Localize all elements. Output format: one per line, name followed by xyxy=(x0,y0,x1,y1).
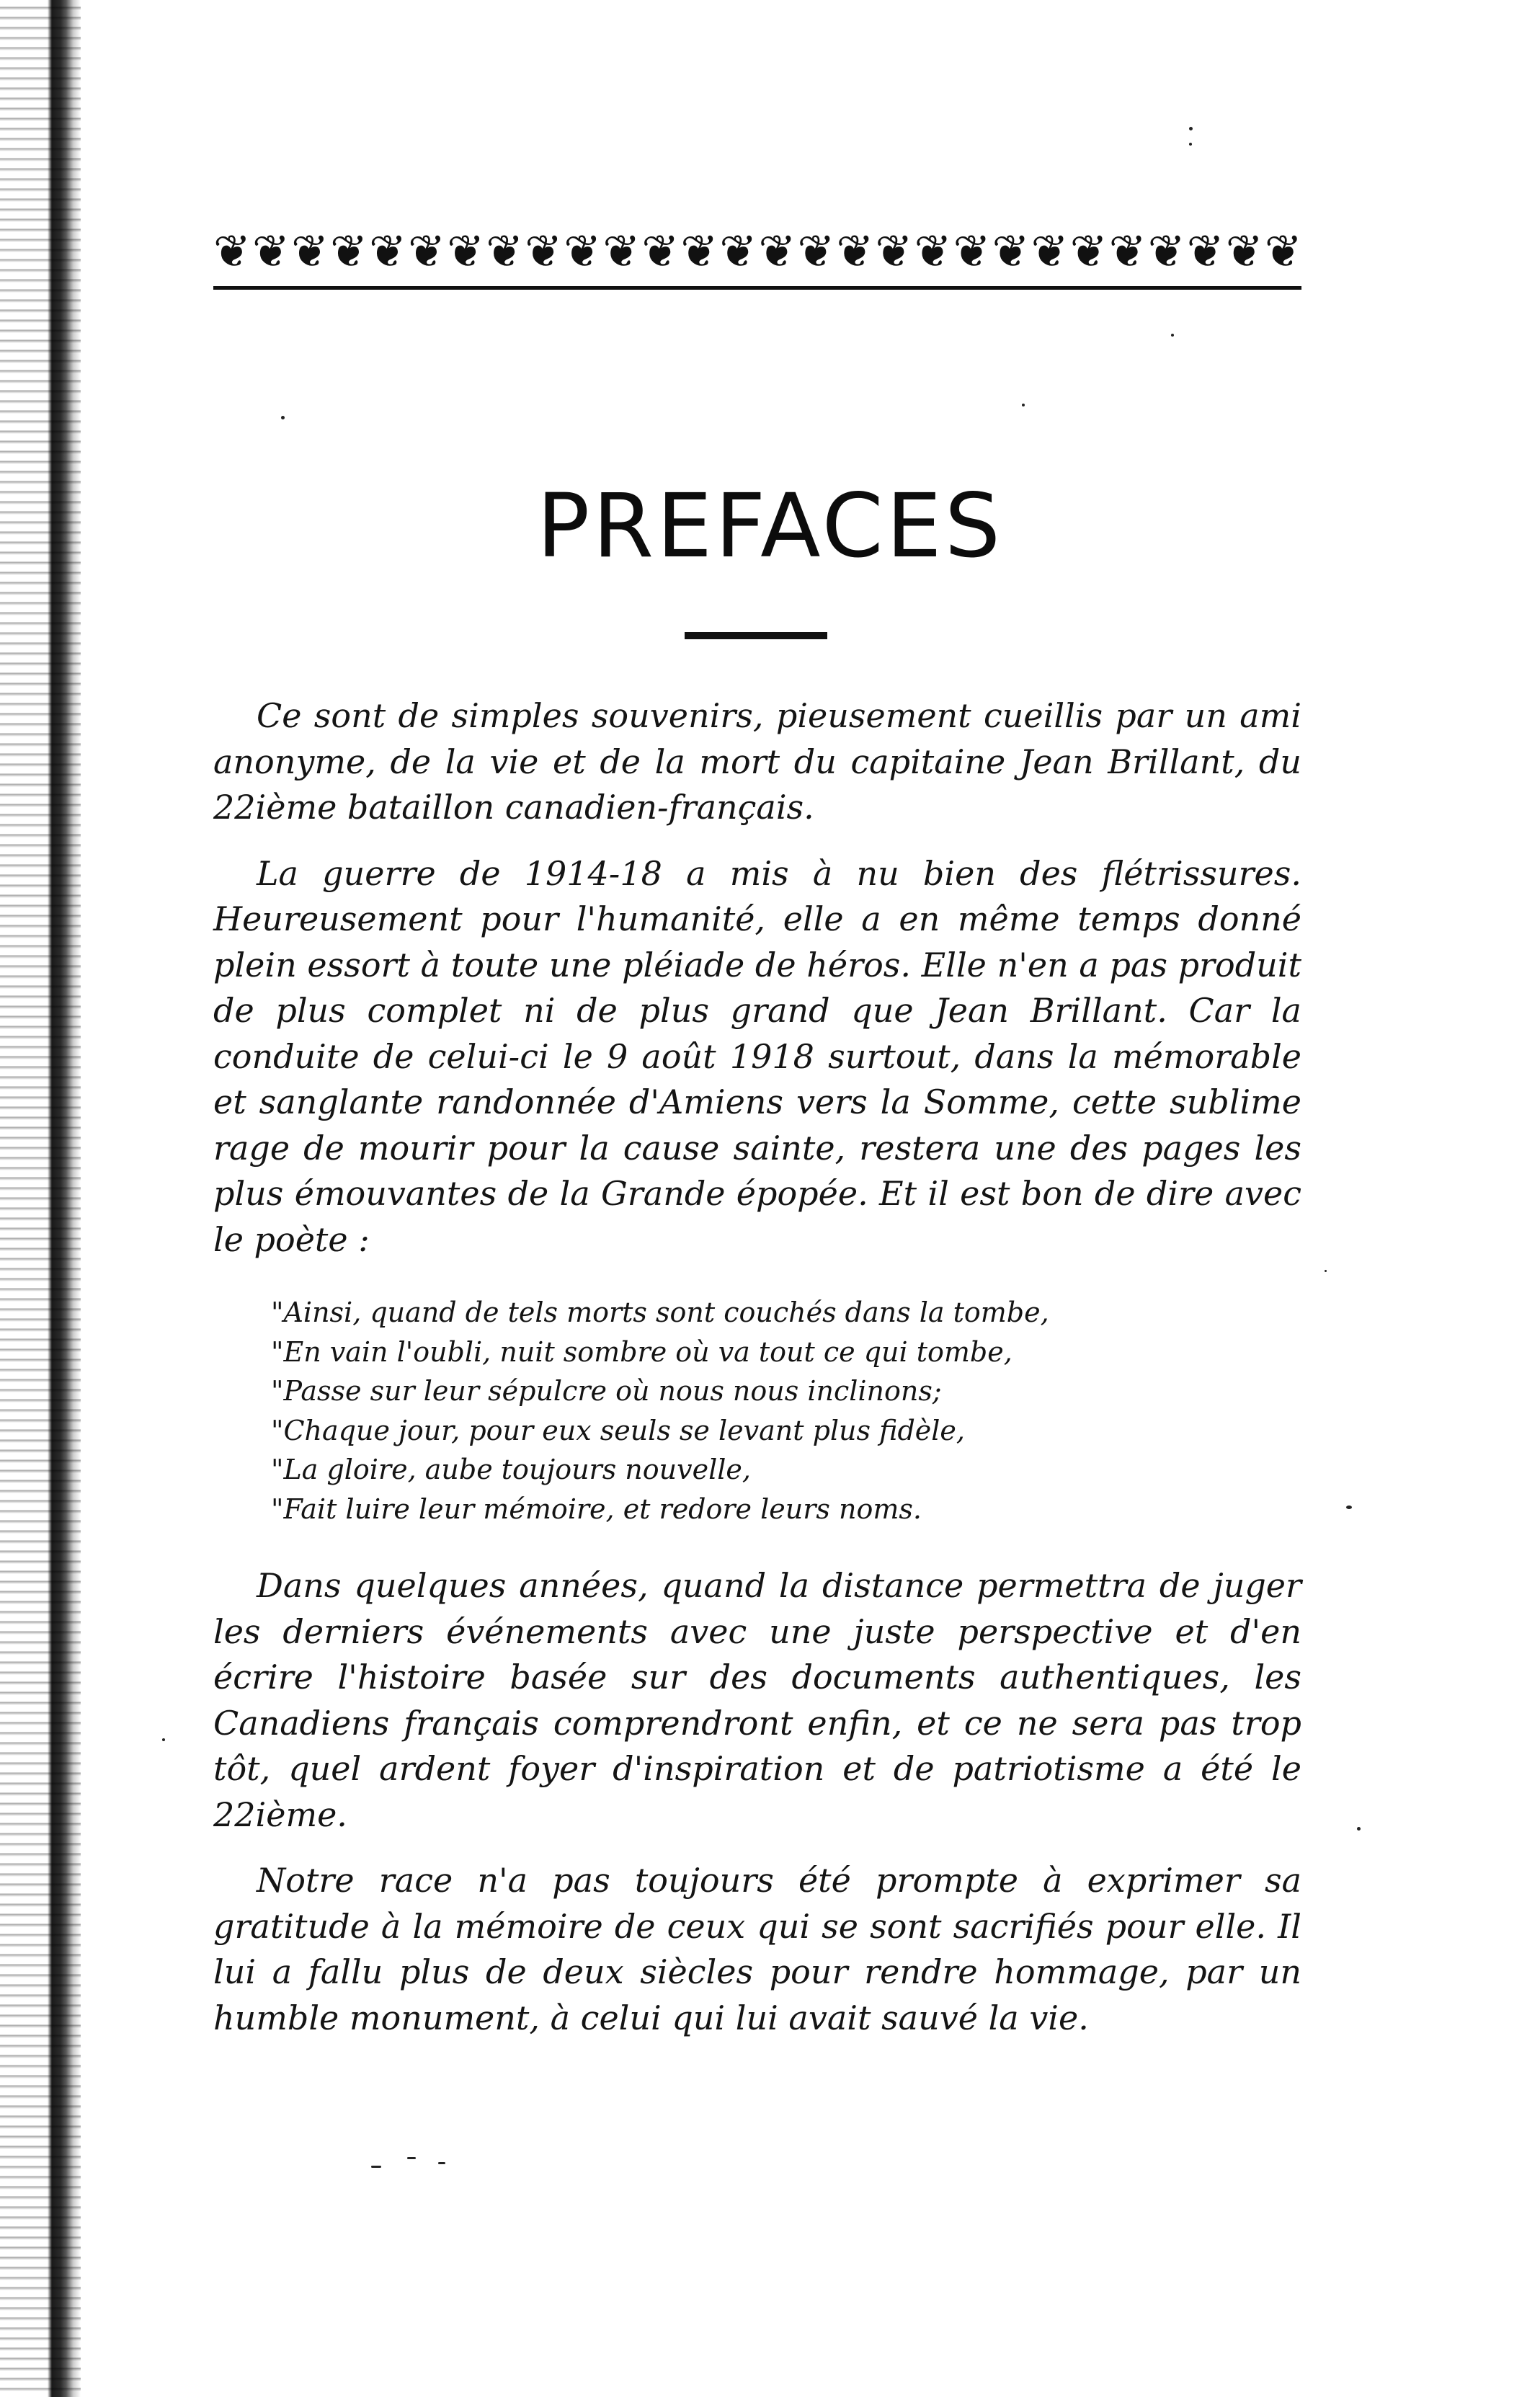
fleuron-icon: ❦ xyxy=(680,225,718,277)
paragraph: Ce sont de simples souvenirs, pieusement cueillis par un ami anonyme, de la vie et de la mort du capitaine Jean Brillant, du 22ième bataillon canadien-français. xyxy=(213,696,1301,827)
print-speck xyxy=(1357,1827,1361,1831)
fleuron-icon: ❦ xyxy=(1147,225,1185,277)
poem-line: "La gloire, aube toujours nouvelle, xyxy=(271,1454,751,1485)
fleuron-icon: ❦ xyxy=(1031,225,1069,277)
print-speck xyxy=(1346,1506,1352,1509)
fleuron-icon: ❦ xyxy=(408,225,446,277)
print-speck xyxy=(438,2162,445,2164)
fleuron-icon: ❦ xyxy=(1108,225,1147,277)
fleuron-icon: ❦ xyxy=(992,225,1030,277)
title-underline xyxy=(685,632,827,639)
fleuron-icon: ❦ xyxy=(525,225,563,277)
poem-line: "En vain l'oubli, nuit sombre où va tout ce qui tombe, xyxy=(271,1335,1012,1368)
poem-line: "Fait luire leur mémoire, et redore leurs noms. xyxy=(271,1493,922,1525)
fleuron-icon: ❦ xyxy=(797,225,835,277)
fleuron-icon: ❦ xyxy=(758,225,796,277)
print-speck xyxy=(407,2157,416,2159)
paragraph: La guerre de 1914-18 a mis à nu bien des flétrissures. Heureusement pour l'humanité, elle a en même temps donné plein essort à toute une pléiade de héros. Elle n'en a pas produit de plus complet ni de plus grand que Jean Brillant. Car la conduite de celui-ci le 9 août 1918 surtout, dans la mémorable et sanglante randonnée d'Amiens vers la Somme, cette sublime rage de mourir pour la cause sainte, restera une des pages les plus émouvantes de la Grande épopée. Et il est bon de dire avec le poète : xyxy=(213,853,1301,1259)
fleuron-icon: ❦ xyxy=(641,225,680,277)
ornament-rule xyxy=(213,286,1301,290)
fleuron-icon: ❦ xyxy=(213,225,251,277)
poem-quote xyxy=(271,1293,1301,1529)
fleuron-icon: ❦ xyxy=(1264,225,1302,277)
fleuron-icon: ❦ xyxy=(602,225,641,277)
fleuron-icon: ❦ xyxy=(1069,225,1108,277)
paragraph: Notre race n'a pas toujours été prompte à exprimer sa gratitude à la mémoire de ceux qui se sont sacrifiés pour elle. Il lui a fallu plus de deux siècles pour rendre hommage, par un humble monument, à celui qui lui avait sauvé la vie. xyxy=(213,1861,1301,2037)
fleuron-icon: ❦ xyxy=(291,225,329,277)
fleuron-icon: ❦ xyxy=(252,225,290,277)
poem-line: "Passe sur leur sépulcre où nous nous inclinons; xyxy=(271,1375,942,1407)
print-speck xyxy=(1189,143,1192,146)
ornamental-border xyxy=(213,221,1301,283)
fleuron-icon: ❦ xyxy=(875,225,913,277)
fleuron-icon: ❦ xyxy=(369,225,407,277)
fleuron-icon: ❦ xyxy=(836,225,874,277)
fleuron-icon: ❦ xyxy=(953,225,991,277)
fleuron-icon: ❦ xyxy=(914,225,952,277)
print-speck xyxy=(1171,334,1174,337)
print-speck xyxy=(371,2166,381,2168)
fleuron-icon: ❦ xyxy=(447,225,485,277)
page-binding-edge xyxy=(0,0,81,2397)
print-speck xyxy=(1189,127,1193,130)
fleuron-icon: ❦ xyxy=(1186,225,1224,277)
fleuron-icon: ❦ xyxy=(719,225,757,277)
fleuron-icon: ❦ xyxy=(564,225,602,277)
fleuron-icon: ❦ xyxy=(486,225,524,277)
page-title: PREFACES xyxy=(536,475,1004,577)
paragraph: Dans quelques années, quand la distance permettra de juger les derniers événements avec une juste perspective et d'en écrire l'histoire basée sur des documents authentiques, les Canadiens français comprendront enfin, et ce ne sera pas trop tôt, quel ardent foyer d'inspiration et de patriotisme a été le 22ième. xyxy=(213,1566,1301,1834)
print-speck xyxy=(162,1738,165,1741)
print-speck xyxy=(1325,1270,1327,1272)
fleuron-icon: ❦ xyxy=(1225,225,1263,277)
print-speck xyxy=(281,416,285,419)
fleuron-icon: ❦ xyxy=(330,225,368,277)
print-speck xyxy=(1022,404,1025,406)
poem-line: "Chaque jour, pour eux seuls se levant plus fidèle, xyxy=(271,1414,965,1446)
poem-line: "Ainsi, quand de tels morts sont couchés dans la tombe, xyxy=(271,1297,1049,1328)
preface-body xyxy=(213,693,1301,2061)
